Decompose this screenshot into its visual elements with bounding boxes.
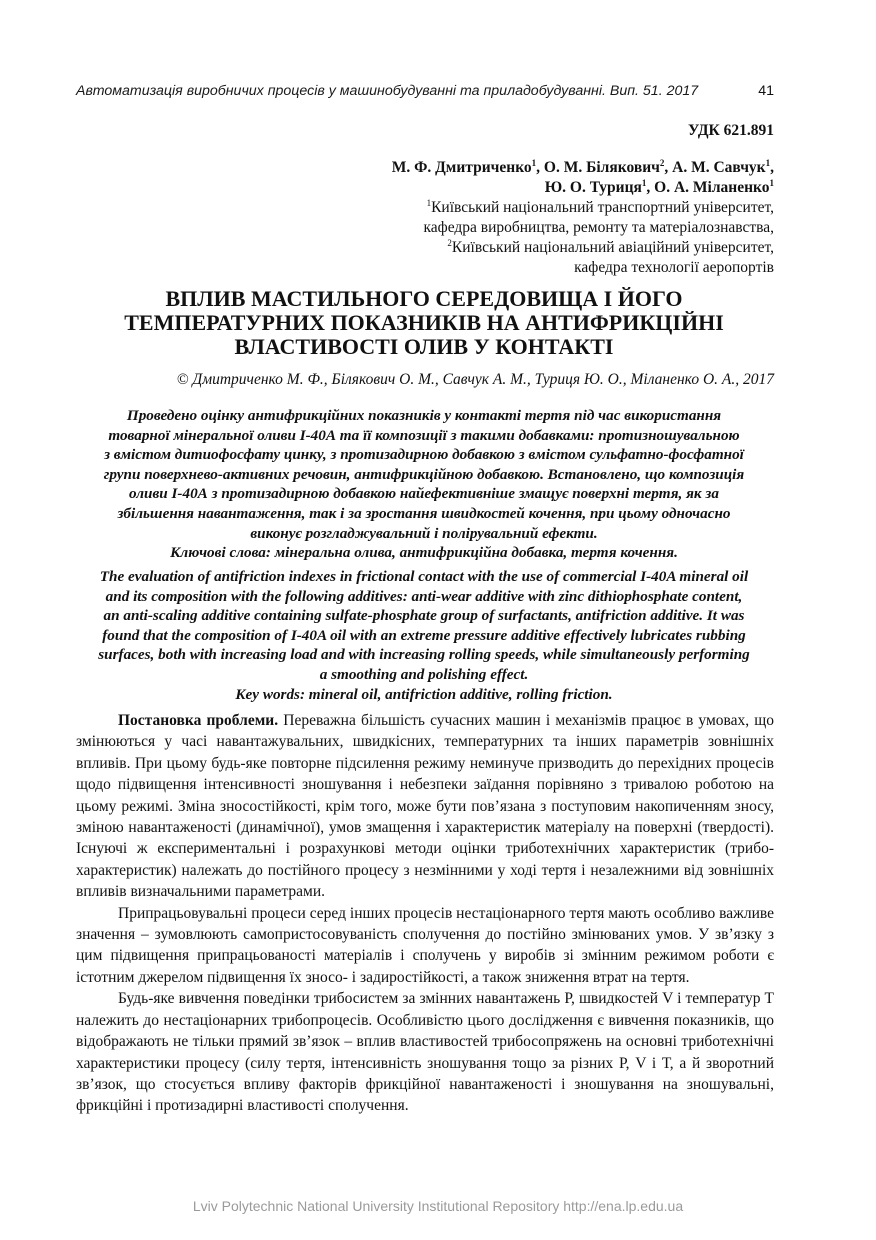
abstract-line: оливи І-40А з протизадирною добавкою найефективніше змащує поверхні тертя, як за xyxy=(129,485,719,503)
udk-code: УДК 621.891 xyxy=(688,122,774,139)
abstract-line: з вмістом дитиофосфату цинку, з протизадирною добавкою з вмістом сульфатно-фосфатної xyxy=(104,446,744,464)
abstract-line: found that the composition of I-40A oil with an extreme pressure additive effectively lubricates rubbing xyxy=(102,626,746,644)
affiliation-line: $^1$Київський національний транспортний університет, xyxy=(426,197,774,216)
affiliation-mark: 2 xyxy=(447,237,452,248)
affiliation-mark: 1 xyxy=(769,177,774,188)
paper-title xyxy=(76,287,772,359)
author-3: А. М. Савчук xyxy=(672,159,766,176)
paragraph: Будь-яке вивчення поведінки трибосистем за змінних навантажень Р, швидкостей V і температур Т належить до нестаціонарних трибопроцесів. Особливістю цього дослідження є вивчення показників, що відображають не тільки прямий зв’язок – вплив властивостей трибосопряжень на основні триботехнічні характеристики процесу (силу тертя, інтенсивність зношування тощо за різних Р, V і Т, а й зворотний зв’язок, що стосується впливу факторів фрикційної навантаженості і зношування на зношувальні, фрикційні і протизадирні властивості сполучення. xyxy=(76,990,774,1115)
author-4: Ю. О. Туриця xyxy=(544,179,642,196)
repository-footer: Lviv Polytechnic National University Institutional Repository http://ena.lp.edu.ua xyxy=(192,1198,684,1214)
title-line: ТЕМПЕРАТУРНИХ ПОКАЗНИКІВ НА АНТИФРИКЦІЙНІ xyxy=(124,310,724,335)
section-heading: Постановка проблеми. xyxy=(118,712,279,729)
author-2: О. М. Білякович xyxy=(543,159,660,176)
affiliation-mark: 1 xyxy=(765,157,771,168)
title-line: ВПЛИВ МАСТИЛЬНОГО СЕРЕДОВИЩА І ЙОГО xyxy=(165,286,683,311)
affiliation-mark: 1 xyxy=(426,197,432,208)
paragraph: Постановка проблеми. Переважна більшість сучасних машин і механізмів працює в умовах, що змінюються у часі навантажувальних, швидкісних, температурних та інших параметрів зовнішніх впливів. При цьому будь-яке повторне підсилення режиму неминуче призводить до перехідних процесів щодо підвищення інтенсивності зношування і небезпеки заїдання порівняно з тривалою роботою на цьому режимі. Зміна зносостійкості, крім того, може бути пов’язана з поступовим накопиченням зносу, зміною навантаженості (динамічної), умов змащення і характеристик матеріалу на поверхні (твердості). Існуючі ж експериментальні і розрахункові методи оцінки триботехнічних характеристик (трибо-характеристик) належать до постійного процесу з незмінними у ході тертя і незалежними від зовнішніх впливів визначальними параметрами. xyxy=(76,712,774,901)
affiliation-mark: 1 xyxy=(641,177,647,188)
abstract-english xyxy=(76,567,772,704)
abstract-ukrainian xyxy=(76,406,772,563)
author-list xyxy=(392,158,774,198)
abstract-line: збільшення навантаження, так і за зростання швидкостей кочення, при цьому одночасно xyxy=(117,504,731,522)
author-1: М. Ф. Дмитриченко xyxy=(391,159,532,176)
author-line-2: Ю. О. Туриця$^1$, О. А. Міланенко$^1$ xyxy=(544,177,774,196)
abstract-line: a smoothing and polishing effect. xyxy=(319,665,529,683)
abstract-line: виконує розгладжувальний і полірувальний ефекти. xyxy=(250,524,598,542)
affiliation-line: кафедра технології аеропортів xyxy=(574,259,774,276)
affiliation-line: $^2$Київський національний авіаційний університет, xyxy=(447,237,774,256)
running-header: Автоматизація виробничих процесів у машинобудуванні та приладобудуванні. Вип. 51. 2017 xyxy=(76,83,699,99)
affiliation-line: кафедра виробництва, ремонту та матеріалознавства, xyxy=(423,219,774,236)
page-number: 41 xyxy=(758,83,774,99)
affiliation-mark: 1 xyxy=(531,157,537,168)
paragraph: Припрацьовувальні процеси серед інших процесів нестаціонарного тертя мають особливо важливе значення – зумовлюють самопристосовуваність сполучення до постійно змінюваних умов. У зв’язку з цим підвищення припрацьованості матеріалів і сполучень у виробів зі змінним режимом роботи є істотним джерелом підвищення їх зносо- і задиростійкості, а також зниження втрат на тертя. xyxy=(76,904,774,986)
abstract-line: групи поверхнево-активних речовин, антифрикційною добавкою. Встановлено, що композиція xyxy=(103,465,745,483)
keywords-english: Key words: mineral oil, antifriction additive, rolling friction. xyxy=(235,685,613,703)
affiliations xyxy=(423,198,774,278)
body-text xyxy=(76,710,774,1117)
abstract-line: and its composition with the following additives: anti-wear additive with zinc dithiophosphate content, xyxy=(105,587,743,605)
abstract-line: surfaces, both with increasing load and with increasing rolling speeds, while simultaneously performing xyxy=(98,646,750,664)
author-5: О. А. Міланенко xyxy=(654,179,770,196)
abstract-line: товарної мінеральної оливи І-40А та її композиції з такими добавками: протизношувальною xyxy=(108,426,740,444)
abstract-line: The evaluation of antifriction indexes in frictional contact with the use of commercial I-40A mineral oil xyxy=(99,568,749,585)
keywords-ukrainian: Ключові слова: мінеральна олива, антифрикційна добавка, тертя кочення. xyxy=(170,544,678,562)
author-line-1: М. Ф. Дмитриченко$^1$, О. М. Білякович$^2$, А. М. Савчук$^1$, xyxy=(391,157,774,176)
title-line: ВЛАСТИВОСТІ ОЛИВ У КОНТАКТІ xyxy=(234,334,614,359)
abstract-line: an anti-scaling additive containing sulfate-phosphate group of surfactants, antifriction additive. It was xyxy=(103,607,745,625)
copyright-line: © Дмитриченко М. Ф., Білякович О. М., Савчук А. М., Туриця Ю. О., Міланенко О. А., 2017 xyxy=(176,371,774,388)
abstract-line: Проведено оцінку антифрикційних показників у контакті тертя під час використання xyxy=(126,407,722,424)
affiliation-mark: 2 xyxy=(659,157,665,168)
